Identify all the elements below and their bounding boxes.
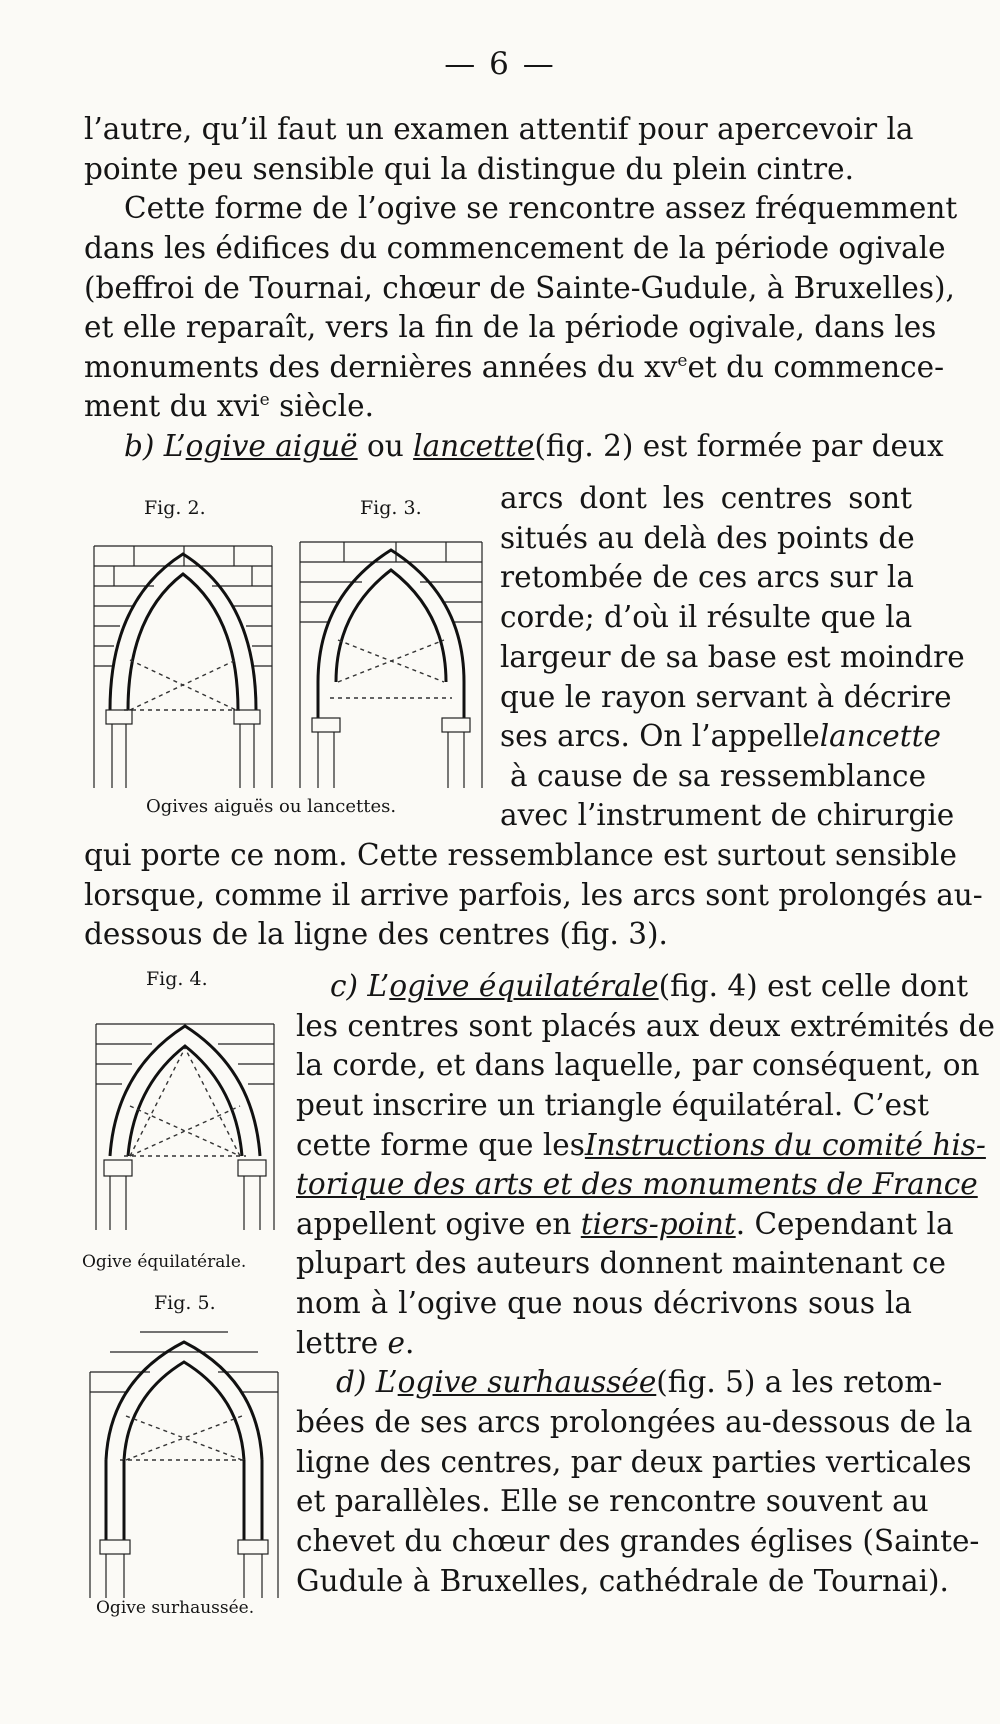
superscript-e: e: [677, 351, 688, 372]
text-line-3: Cette forme de l’ogive se rencontre assez fréquemment: [124, 191, 958, 225]
fig-3-prolonged-lancet-illustration: [300, 532, 482, 788]
col-d-line-4: chevet du chœur des grandes églises (Sainte-: [296, 1524, 980, 1558]
term-lancette-2: lancette: [819, 719, 941, 753]
col-c-line-5: torique des arts et des monuments de France: [296, 1167, 978, 1201]
col-b-line-9: avec l’instrument de chirurgie: [500, 798, 955, 832]
col-b-line-3: retombée de ces arcs sur la: [500, 560, 914, 594]
para-c-lead: [330, 966, 969, 1006]
col-d-line-1: bées de ses arcs prolongées au-dessous de la: [296, 1405, 973, 1439]
text-line-b-2: lorsque, comme il arrive parfois, les arcs sont prolongés au-: [84, 878, 983, 912]
para-c-prefix: c) L’: [330, 969, 390, 1003]
fig-4-equilateral-arch-illustration: [96, 1010, 274, 1230]
col-c-line-2: la corde, et dans laquelle, par conséquent, on: [296, 1048, 980, 1082]
term-ogive-surhaussee: ogive surhaussée: [397, 1365, 657, 1399]
text-line-5: (beffroi de Tournai, chœur de Sainte-Gudule, à Bruxelles),: [84, 271, 955, 305]
fig-5-label: Fig. 5.: [154, 1292, 216, 1314]
term-e: e: [387, 1326, 406, 1360]
para-b-prefix: b) L’: [124, 429, 186, 463]
fig-2-3-caption: Ogives aiguës ou lancettes.: [146, 796, 397, 817]
para-b-lead: [124, 426, 944, 466]
fig-4-label: Fig. 4.: [146, 968, 208, 990]
fig-5-stilted-arch-illustration: [90, 1330, 278, 1598]
col-c-line-7: plupart des auteurs donnent maintenant ce: [296, 1246, 946, 1280]
text-line-8-tail: siècle.: [279, 389, 374, 423]
fig-2-lancet-arch-illustration: [94, 540, 272, 788]
col-c-line-4-prefix: cette forme que les: [296, 1128, 585, 1162]
text-line-1: l’autre, qu’il faut un examen attentif pour apercevoir la: [84, 112, 914, 146]
text-line-4: dans les édifices du commencement de la période ogivale: [84, 231, 946, 265]
col-b-line-5: largeur de sa base est moindre: [500, 640, 965, 674]
term-tiers-point: tiers-point: [580, 1207, 736, 1241]
fig-2-label: Fig. 2.: [144, 497, 206, 519]
fig-4-caption: Ogive équilatérale.: [82, 1252, 247, 1272]
col-b-line-7-prefix: ses arcs. On l’appelle: [500, 719, 820, 753]
text-line-7-head: monuments des dernières années du xv: [84, 350, 678, 384]
text-line-8: [84, 386, 374, 426]
para-c-suffix: (fig. 4) est celle dont: [658, 969, 969, 1003]
col-c-line-1: les centres sont placés aux deux extrémités de: [296, 1009, 995, 1043]
page-number: — 6 —: [444, 46, 556, 82]
col-b-line-1: arcs dont les centres sont: [500, 481, 912, 515]
para-d-suffix: (fig. 5) a les retom-: [656, 1365, 943, 1399]
text-line-b-3: dessous de la ligne des centres (fig. 3).: [84, 917, 668, 951]
col-b-line-6: que le rayon servant à décrire: [500, 680, 952, 714]
col-d-line-3: et parallèles. Elle se rencontre souvent au: [296, 1484, 929, 1518]
term-instructions: Instructions du comité his-: [584, 1128, 986, 1162]
text-line-7: [84, 347, 945, 387]
col-c-line-6-prefix: appellent ogive en: [296, 1207, 581, 1241]
para-b-mid: ou: [357, 429, 414, 463]
col-b-line-4: corde; d’où il résulte que la: [500, 600, 913, 634]
term-lancette: lancette: [413, 429, 535, 463]
text-line-b-1: qui porte ce nom. Cette ressemblance est surtout sensible: [84, 838, 957, 872]
col-b-line-8: à cause de sa ressemblance: [510, 759, 927, 793]
col-c-line-3: peut inscrire un triangle équilatéral. C’est: [296, 1088, 930, 1122]
col-d-line-2: ligne des centres, par deux parties verticales: [296, 1445, 972, 1479]
col-b-line-7: [500, 716, 941, 756]
text-line-7-tail: et du commence-: [687, 350, 945, 384]
text-line-6: et elle reparaît, vers la fin de la période ogivale, dans les: [84, 310, 937, 344]
col-c-line-9-suffix: .: [405, 1326, 415, 1360]
col-c-line-9-prefix: lettre: [296, 1326, 388, 1360]
col-c-line-6-suffix: . Cependant la: [735, 1207, 954, 1241]
para-d-lead: [336, 1362, 943, 1402]
para-b-suffix: (fig. 2) est formée par deux: [534, 429, 944, 463]
superscript-e-2: e: [259, 390, 270, 411]
col-b-line-2: situés au delà des points de: [500, 521, 915, 555]
col-c-line-6: [296, 1204, 954, 1244]
text-line-2: pointe peu sensible qui la distingue du plein cintre.: [84, 152, 854, 186]
col-d-line-5: Gudule à Bruxelles, cathédrale de Tournai).: [296, 1564, 949, 1598]
para-d-prefix: d) L’: [336, 1365, 398, 1399]
fig-5-caption: Ogive surhaussée.: [96, 1598, 255, 1618]
col-c-line-4: [296, 1125, 986, 1165]
term-ogive-equilaterale: ogive équilatérale: [389, 969, 659, 1003]
text-line-8-head: ment du xvi: [84, 389, 260, 423]
term-ogive-aigue: ogive aiguë: [185, 429, 358, 463]
col-c-line-8: nom à l’ogive que nous décrivons sous la: [296, 1286, 912, 1320]
col-c-line-9: [296, 1323, 414, 1363]
fig-3-label: Fig. 3.: [360, 497, 422, 519]
